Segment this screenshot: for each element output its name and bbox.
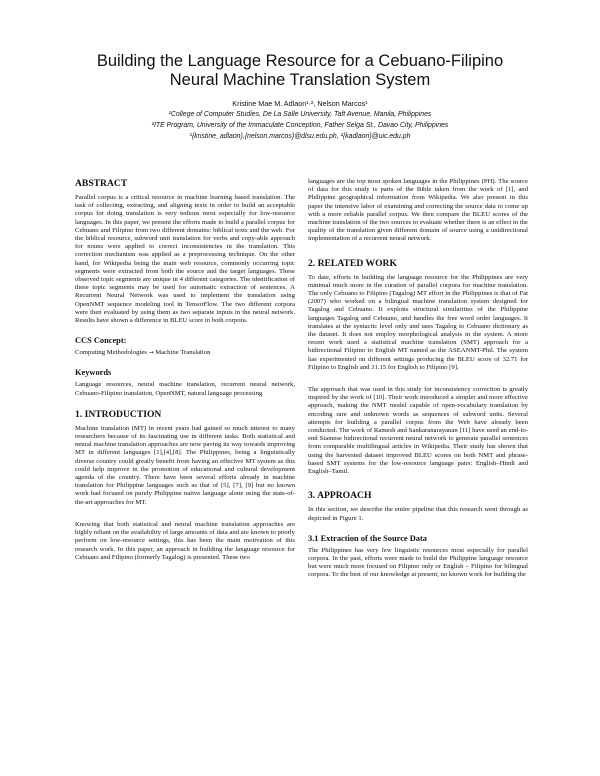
paper-title (40, 52, 560, 90)
ccs-right: Machine Translation (155, 349, 211, 357)
ccs-heading: CCS Concept: (75, 336, 127, 346)
ccs-concepts (75, 349, 295, 357)
title-line-1: Building the Language Resource for a Cebuano-Filipino (96, 52, 504, 70)
introduction-paragraph-2: Knowing that both statistical and neural machine translation approaches are highly reliant on the availability of large amounts of data and are known to poorly perform on low-resource settings, this has been the main motivation of this research work. In this paper, an approach in building the language resource for Cebuano and Filipino (formerly Tagalog) is presented. These two (75, 520, 295, 561)
related-work-paragraph-2: The approach that was used in this study for inconsistency correction is greatly inspired by the work of [10]. Their work introduced a simpler and more effective approach, making the NMT model capable of open-vocabulary translation by encoding rare and unknown words as sequences of subword units. Several attempts for building a parallel corpus from the Web have already been conducted. The work of Ramesh and Sankaranarayanan [11] have used an end-to-end Siamese bidirectional recurrent neural network to generate parallel sentences from comparable multilingual articles in Wikipedia. Their study has shown that using the harvested dataset improved BLEU scores on both NMT and phrase-based SMT systems for the low-resource language pairs: English–Hindi and English–Tamil. (308, 386, 528, 476)
affiliation-2: ²ITE Program, University of the Immaculate Conception, Father Selga St., Davao City, Philippines (151, 122, 449, 129)
left-column (75, 178, 295, 768)
approach-heading: 3. APPROACH (308, 490, 372, 502)
title-line-2: Neural Machine Translation System (169, 71, 431, 89)
introduction-heading: 1. INTRODUCTION (75, 408, 162, 420)
ccs-left: Computing Methodologies (75, 349, 147, 357)
keywords-text: Language resources, neural machine translation, recurrent neural network, Cebuano-Filipino translation, OpenNMT, natural language processing (75, 381, 295, 397)
abstract-text: Parallel corpus is a critical resource in machine learning based translation. The task of collecting, extracting, and aligning texts in order to build an acceptable corpus for doing translation is very tedious most especially for low-resource languages. In this paper, we present the efforts made to build a parallel corpus for Cebuano and Filipino from two different domains: biblical texts and the web. For the biblical resource, subword unit translation for verbs and copy-able approach for nouns were applied to correct inconsistencies in the translation. This correction mechanism was applied as a preprocessing technique. On the other hand, for Wikipedia being the main web resource, commonly occurring topic segments were extracted from both the source and the target languages. These observed topic segments are unique in 4 different categories. The identification of these topic segments may be used for automatic extraction of sentences. A Recurrent Neural Network was used to implement the translation using OpenNMT sequence modeling tool in TensorFlow. The two different corpora were then evaluated by using them as two separate inputs in the neural network. Results have shown a difference in BLEU score in both corpora. (75, 194, 295, 325)
right-arrow-icon: → (148, 349, 154, 357)
author-emails: ¹{kristine_adlaon},{nelson.marcos}@dlsu.edu.ph, ²{kadlaon}@uic.edu.ph (189, 133, 411, 140)
author-list: Kristine Mae M. Adlaon¹·², Nelson Marcos¹ (232, 99, 368, 108)
right-column (308, 178, 528, 768)
approach-text: In this section, we describe the entire pipeline that this research went through as depicted in Figure 1. (308, 506, 528, 522)
subsection-heading: 3.1 Extraction of the Source Data (308, 533, 427, 543)
introduction-continued: languages are the top most spoken languages in the Philippines (PH). The source of data for this study is parts of the Bible taken from the work of [1], and Philippine geographical information from Wikipedia. We also present in this paper the intensive labor of examining and correcting the source data to come up with a more reliable parallel corpus. We then compare the BLEU scores of the machine translation of the two sources to evaluate whether there is an effect in the quality of the translation given different domain of source using a unidirectional implementation of a recurrent neural network. (308, 178, 528, 243)
introduction-paragraph-1: Machine translation (MT) in recent years had gained so much interest to many researchers because of its fascinating use in different tasks. Both statistical and neural machine translation approaches are now paving its way towards improving MT in different languages [1],[4],[8]. The Philippines, being a linguistically diverse country could greatly benefit from having an effective MT system as this could help improve in the promotion of educational and cultural development agenda of the country. There have been several efforts already in machine translation for Philippine languages such as that of [5], [7], [9] but no known work had focused on purely Philippine native language alone using the state-of-the-art approaches for MT. (75, 424, 295, 506)
related-work-heading: 2. RELATED WORK (308, 257, 397, 269)
affiliation-1: ¹College of Computer Studies, De La Salle University, Taft Avenue, Manila, Philippines (168, 111, 432, 118)
keywords-heading: Keywords (75, 368, 112, 378)
abstract-heading: ABSTRACT (75, 178, 128, 189)
related-work-paragraph-1: To date, efforts in building the language resource for the Philippines are very minimal much more in the curation of parallel corpora for machine translation. The only Cebuano to Filipino (Tagalog) MT effort in the Philippines is that of Fat (2007) who worked on a bilingual machine translation system designed for Tagalog and Cebuano. It exploits structural similarities of the Philippine languages Tagalog and Cebuano, and handles the free word order languages. It translates at the syntactic level only and uses Tagalog to Cebuano dictionary as the dataset. It does not employ morphological analysis in the system. A more recent work used a statistical machine translation (SMT) approach for a bidirectional Filipino to English MT named as the ASEANMT-Phil. The system has experimented on different settings producing the BLEU score of 32.71 for Filipino to English and 31.15 for English to Filipino [9]. (308, 273, 528, 371)
subsection-text: The Philippines has very few linguistic resources most especially for parallel corpora. In the past, efforts were made to build the Philippine language resource but were much more focused on Filipino only or English – Filipino for bilingual corpora. To the best of our knowledge at present, no known work for building the (308, 546, 528, 579)
